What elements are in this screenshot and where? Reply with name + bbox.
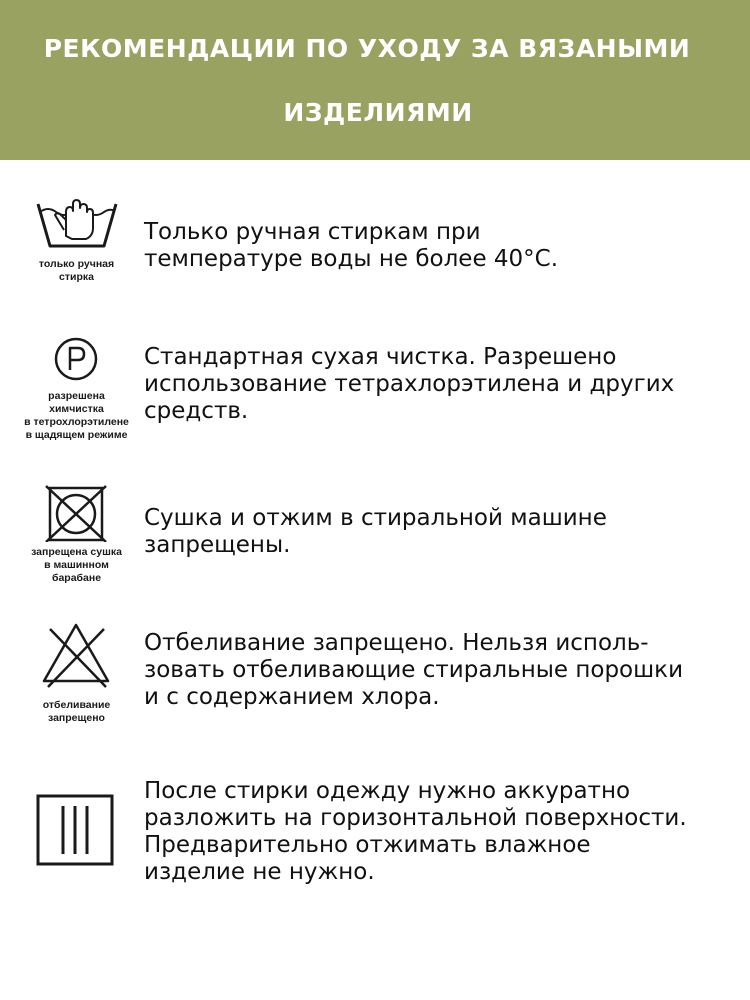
header-banner xyxy=(0,0,750,160)
page-title-line-1: РЕКОМЕНДАЦИИ ПО УХОДУ ЗА ВЯЗАНЫМИ xyxy=(43,34,691,63)
dry-flat-icon xyxy=(20,760,133,870)
no-bleach-icon xyxy=(20,617,133,689)
no-bleach-caption: отбеливание запрещено xyxy=(42,699,111,724)
no-tumble-dry-caption: запрещена сушка в машинном барабане xyxy=(31,546,122,584)
hand-wash-symbol xyxy=(20,192,133,292)
no-tumble-dry-icon xyxy=(20,482,133,542)
dry-clean-caption: разрешена химчистка в тетрохлорэтилене в щадящем режиме xyxy=(24,390,129,441)
dry-clean-p-icon xyxy=(20,330,133,388)
no-bleach-symbol xyxy=(20,617,133,727)
no-bleach-description: Отбеливание запрещено. Нельзя исполь- зовать отбеливающие стиральные порошки и с содержанием хлора. xyxy=(144,630,684,710)
dry-clean-symbol xyxy=(20,330,133,450)
hand-wash-caption: только ручная стирка xyxy=(38,258,115,283)
dry-flat-symbol xyxy=(20,760,133,870)
hand-wash-icon xyxy=(20,192,133,254)
page-title-line-2: ИЗДЕЛИЯМИ xyxy=(283,98,473,127)
hand-wash-description: Только ручная стиркам при температуре воды не более 40°С. xyxy=(144,219,559,272)
no-tumble-dry-description: Сушка и отжим в стиральной машине запрещены. xyxy=(144,505,607,558)
no-tumble-dry-symbol xyxy=(20,482,133,584)
dry-clean-description: Стандартная сухая чистка. Разрешено использование тетрахлорэтилена и других средств. xyxy=(144,344,675,424)
dry-flat-description: После стирки одежду нужно аккуратно разложить на горизонтальной поверхности. Предварительно отжимать влажное изделие не нужно. xyxy=(144,778,687,885)
